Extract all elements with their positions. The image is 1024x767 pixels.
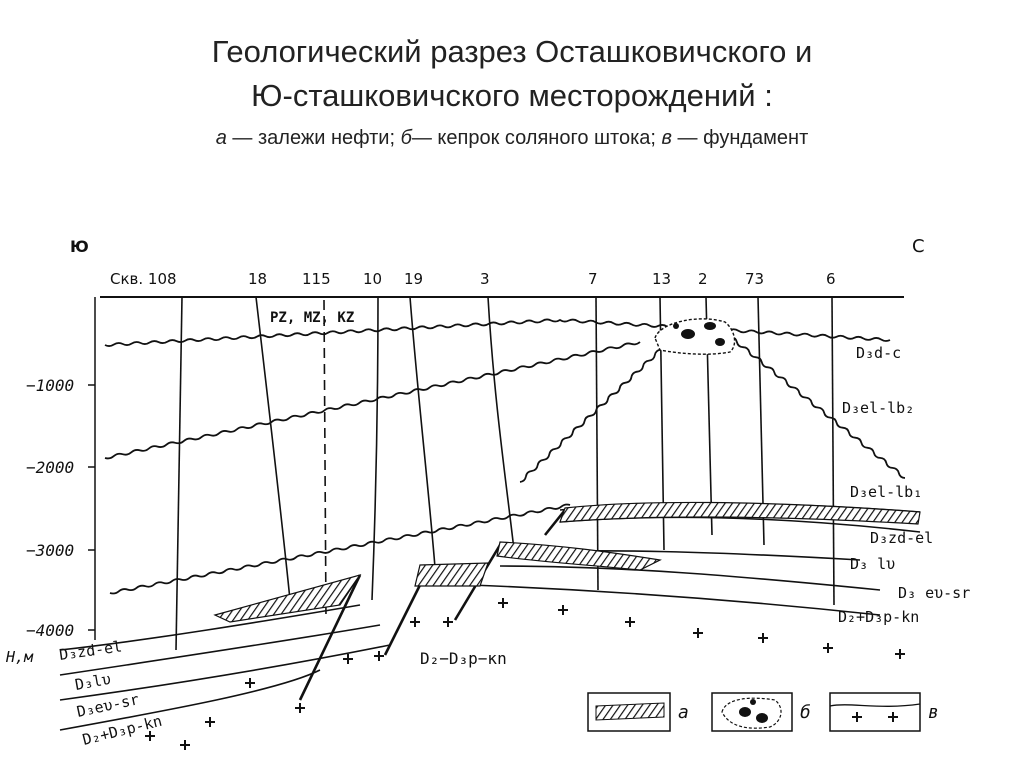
caption-text-b: — кепрок соляного штока; (411, 127, 662, 149)
well-label-19: 19 (404, 270, 424, 288)
upper-strata-label: PZ, MZ, KZ (270, 310, 355, 326)
legend-caprock-inclusion-1 (739, 707, 751, 717)
well-lines (176, 297, 834, 650)
oil-deposit-middle (415, 563, 488, 586)
well-label-7: 7 (588, 270, 598, 288)
direction-south-label: Ю (70, 237, 89, 256)
layer-label-d3ev-sr: D₃ eυ-sr (898, 584, 971, 602)
depth-axis-label: Н,м (6, 648, 34, 666)
layer-label-d3lv: D₃ lυ (850, 555, 896, 573)
well-line-3 (488, 297, 514, 550)
caprock-inclusion-1 (681, 329, 695, 339)
legend-swatch-oil (596, 703, 664, 720)
well-label-10: 10 (363, 270, 383, 288)
boundary-d3dc-top (105, 319, 890, 346)
depth-label-4000: −4000 (26, 621, 75, 640)
well-label-18: 18 (248, 270, 268, 288)
left-layer-label-d3lv: D₃lυ (73, 669, 113, 694)
well-line-115 (324, 300, 326, 620)
depth-label-2000: −2000 (26, 458, 75, 477)
caption-text-v: — фундамент (671, 127, 809, 149)
caption-key-b: б (400, 127, 412, 149)
salt-dome-caprock (655, 319, 735, 354)
well-label-6: 6 (826, 270, 836, 288)
well-line-10 (372, 297, 378, 600)
layer-label-d3dc: D₃d-c (856, 344, 902, 362)
well-label-3: 3 (480, 270, 490, 288)
boundary-ev-sr-right (500, 566, 880, 590)
layer-label-d3el-lb1: D₃el-lb₁ (850, 483, 923, 501)
direction-north-label: С (912, 236, 925, 257)
layer-label-d3el-lb2: D₃el-lb₂ (842, 399, 915, 417)
caption-key-a: а (215, 127, 227, 149)
basement-label: D₂−D₃p−кn (420, 649, 507, 668)
well-label-13: 13 (652, 270, 672, 288)
caprock-outline (655, 319, 735, 354)
well-line-18 (256, 297, 290, 600)
left-layer-label-d3zd-el: D₃zd-el (58, 637, 124, 664)
legend-label-a: а (678, 702, 689, 723)
depth-label-3000: −3000 (26, 541, 75, 560)
depth-axis (5, 297, 95, 666)
well-label-115: 115 (302, 270, 331, 288)
legend (588, 693, 939, 731)
title-line-1: Геологический разрез Осташковичского и (211, 34, 813, 69)
caprock-inclusion-3 (715, 338, 725, 346)
well-labels (110, 270, 836, 288)
well-label-73: 73 (745, 270, 765, 288)
caption-key-v: в (661, 127, 672, 149)
legend-box-v (830, 693, 920, 731)
well-label-108: Скв. 108 (110, 270, 177, 288)
layer-label-d2d3pkn: D₂+D₃p-kn (838, 608, 920, 626)
legend-label-b: б (800, 702, 811, 723)
layer-label-d3zd-el: D₃zd-el (870, 529, 934, 547)
well-label-2: 2 (698, 270, 708, 288)
title-line-2: Ю-сташковичского месторождений : (251, 78, 773, 113)
legend-caprock-inclusion-2 (756, 713, 768, 723)
left-layer-label-d2d3pkn: D₂+D₃p-kn (80, 711, 164, 749)
oil-deposits (215, 502, 920, 622)
depth-label-1000: −1000 (26, 376, 75, 395)
well-line-19 (410, 297, 436, 580)
well-line-108 (176, 297, 182, 650)
oil-deposit-right-upper (560, 502, 920, 524)
right-layer-labels (838, 344, 970, 626)
boundary-pkn-right (470, 585, 880, 615)
legend-caprock-inclusion-3 (750, 699, 756, 705)
caprock-inclusion-4 (673, 323, 679, 329)
boundary-d3el-lb2 (105, 342, 640, 458)
legend-label-v: в (928, 702, 939, 723)
caprock-inclusion-2 (704, 322, 716, 330)
left-layer-label-d3ev-sr: D₃eυ-sr (75, 690, 141, 721)
well-line-7 (596, 297, 598, 590)
caption-text-a: — залежи нефти; (226, 127, 401, 149)
